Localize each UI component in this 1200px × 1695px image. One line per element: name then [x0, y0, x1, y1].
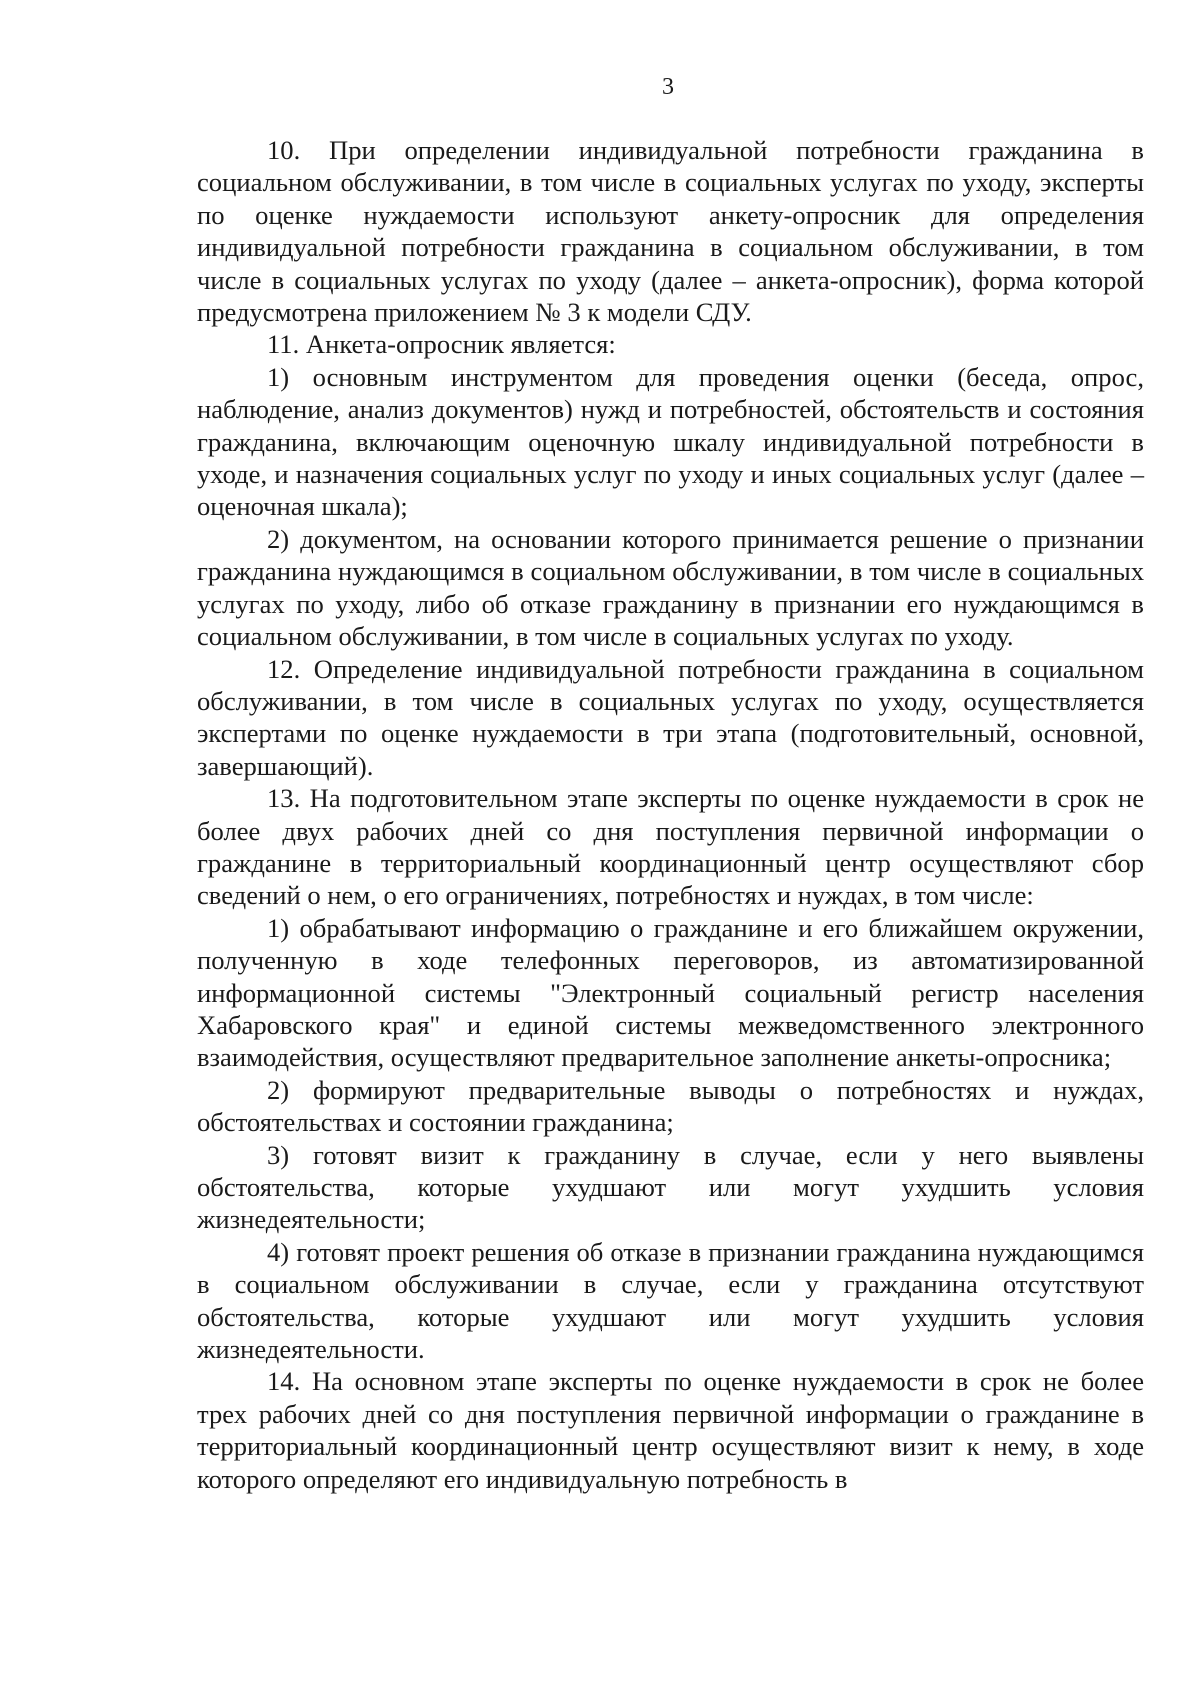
paragraph-10: 10. При определении индивидуальной потребности гражданина в социальном обслуживании, в том числе в социальных услугах по уходу, эксперты по оценке нуждаемости используют анкету-опросник для определения индивидуальной потребности гражданина в социальном обслуживании, в том числе в социальных услугах по уходу (далее – анкета-опросник), форма которой предусмотрена приложением № 3 к модели СДУ.: [197, 135, 1144, 328]
paragraph-13: 13. На подготовительном этапе эксперты по оценке нуждаемости в срок не более двух рабочих дней со дня поступления первичной информации о гражданине в территориальный координационный центр осуществляют сбор сведений о нем, о его ограничениях, потребностях и нуждах, в том числе:: [197, 783, 1144, 911]
document-body: [197, 134, 1144, 1495]
page-number: 3: [662, 74, 674, 100]
paragraph-11: 11. Анкета-опросник является:: [267, 329, 616, 360]
paragraph-11-item-2: 2) документом, на основании которого принимается решение о признании гражданина нуждающимся в социальном обслуживании, в том числе в социальных услугах по уходу, либо об отказе гражданину в признании его нуждающимся в социальном обслуживании, в том числе в социальных услугах по уходу.: [197, 523, 1144, 652]
paragraph-13-item-3: 3) готовят визит к гражданину в случае, если у него выявлены обстоятельства, которые ухудшают или могут ухудшить условия жизнедеятельности;: [197, 1139, 1144, 1235]
paragraph-13-item-2: 2) формируют предварительные выводы о потребностях и нуждах, обстоятельствах и состоянии гражданина;: [197, 1074, 1144, 1138]
paragraph-12: 12. Определение индивидуальной потребности гражданина в социальном обслуживании, в том числе в социальных услугах по уходу, осуществляется экспертами по оценке нуждаемости в три этапа (подготовительный, основной, завершающий).: [197, 653, 1144, 781]
paragraph-11-item-1: 1) основным инструментом для проведения оценки (беседа, опрос, наблюдение, анализ документов) нужд и потребностей, обстоятельств и состояния гражданина, включающим оценочную шкалу индивидуальной потребности в уходе, и назначения социальных услуг по уходу и иных социальных услуг (далее – оценочная шкала);: [197, 361, 1144, 522]
paragraph-13-item-1: 1) обрабатывают информацию о гражданине и его ближайшем окружении, полученную в ходе телефонных переговоров, из автоматизированной информационной системы "Электронный социальный регистр населения Хабаровского края" и единой системы межведомственного электронного взаимодействия, осуществляют предварительное заполнение анкеты-опросника;: [197, 912, 1144, 1073]
paragraph-13-item-4: 4) готовят проект решения об отказе в признании гражданина нуждающимся в социальном обслуживании в случае, если у гражданина отсутствуют обстоятельства, которые ухудшают или могут ухудшить условия жизнедеятельности.: [197, 1236, 1144, 1365]
paragraph-14: 14. На основном этапе эксперты по оценке нуждаемости в срок не более трех рабочих дней со дня поступления первичной информации о гражданине в территориальный координационный центр осуществляют визит к нему, в ходе которого определяют его индивидуальную потребность в: [197, 1366, 1144, 1494]
